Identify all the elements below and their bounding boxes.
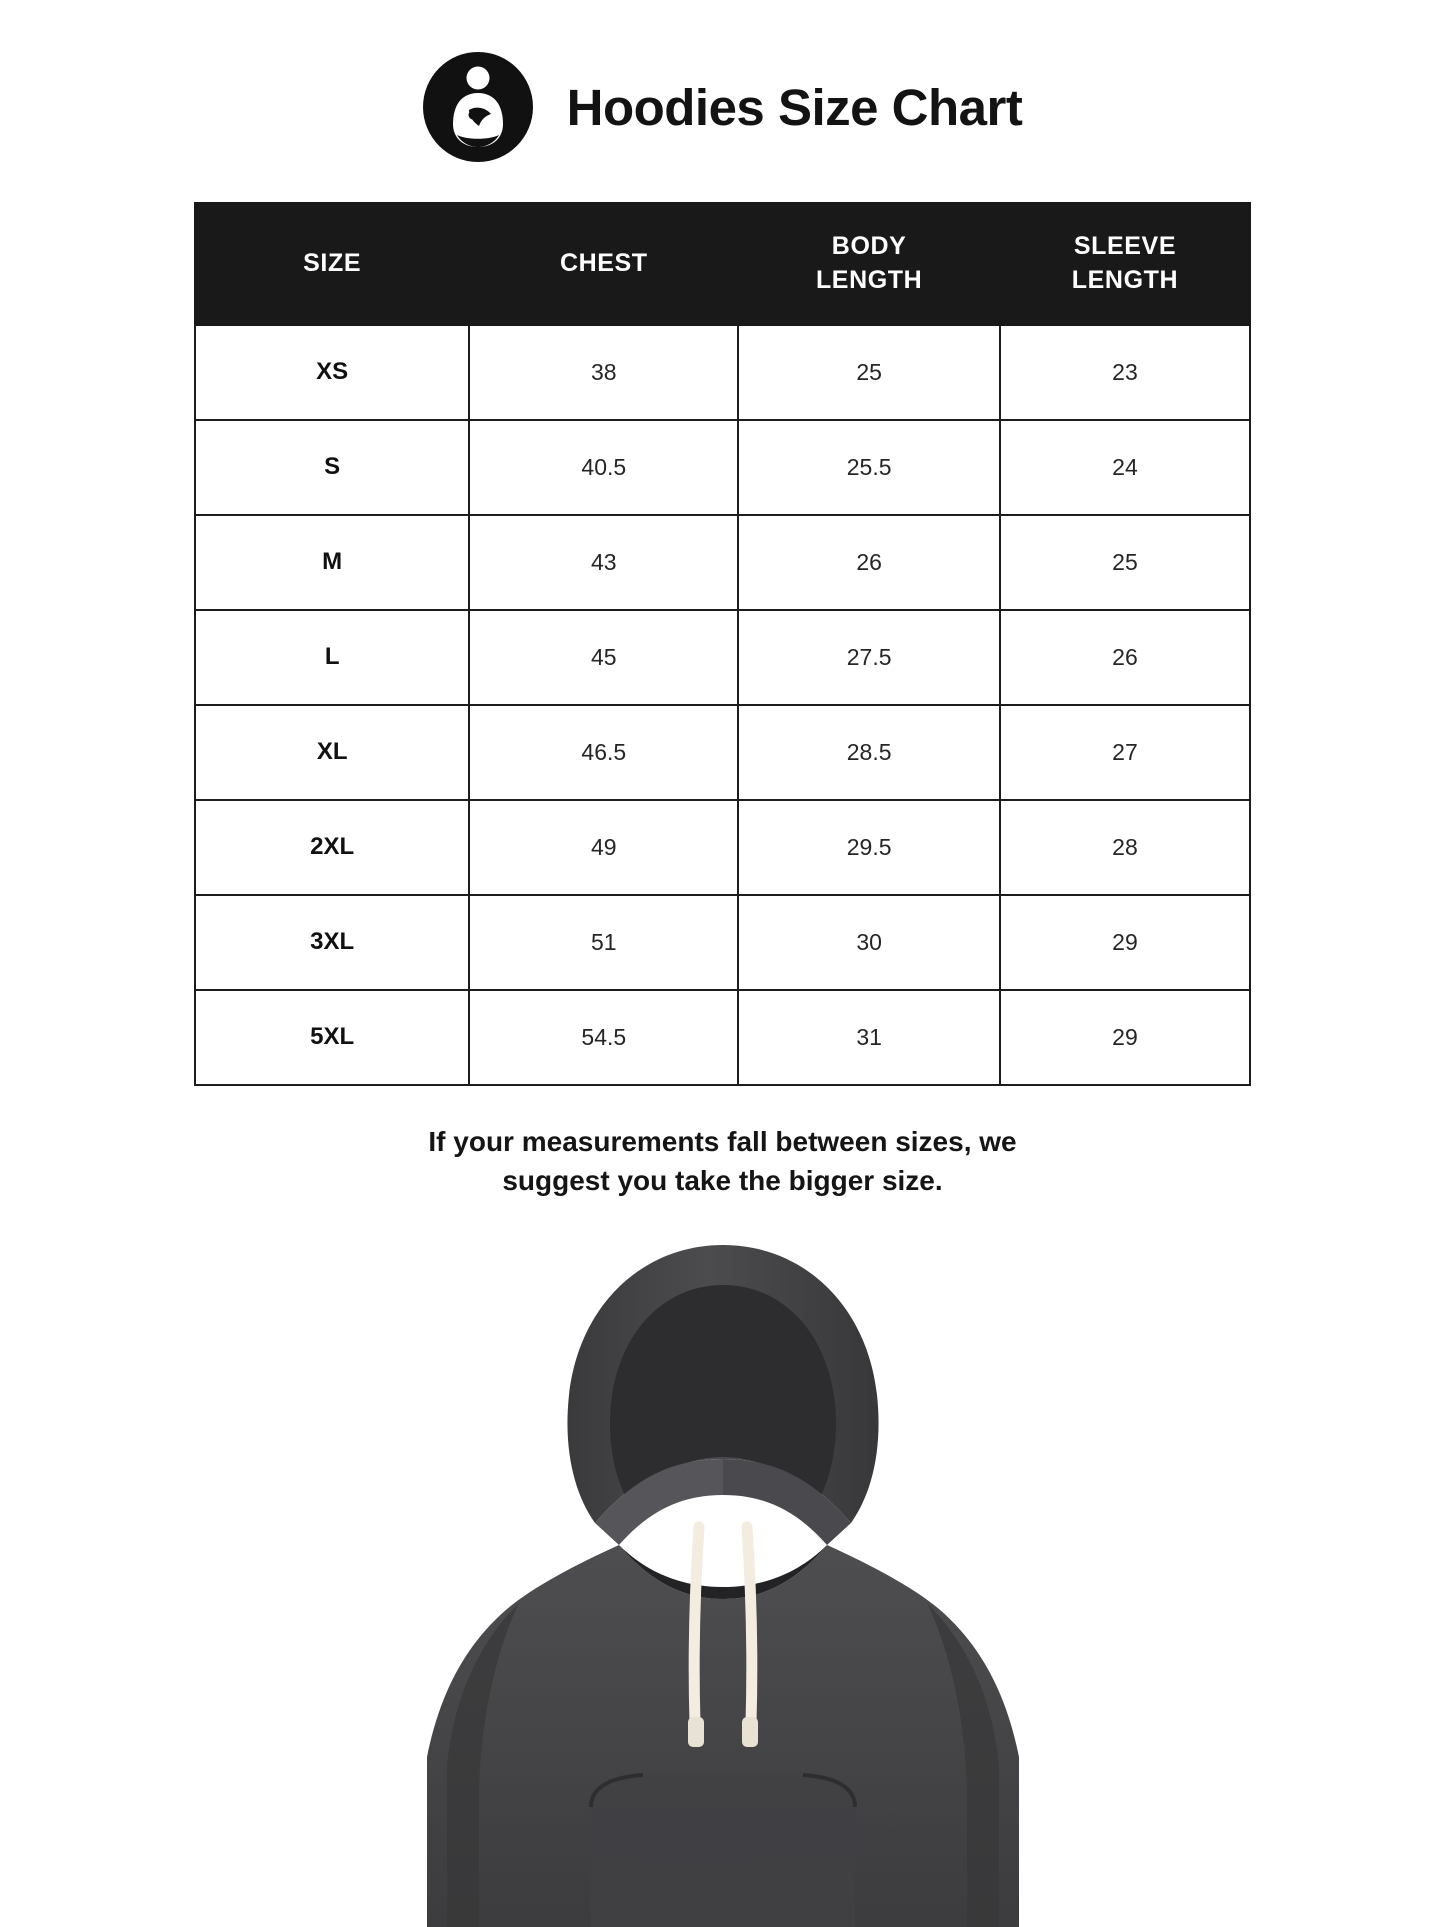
size-chart-table [194, 202, 1251, 1086]
column-header-size: SIZE [195, 203, 469, 325]
column-header-body-length-line2: LENGTH [815, 265, 923, 294]
cell-body-length: 29.5 [738, 800, 1000, 895]
sizing-note-line2: suggest you take the bigger size. [502, 1165, 943, 1197]
page-header [0, 0, 1445, 162]
mother-and-child-logo-icon [423, 52, 533, 162]
table-header-row [195, 203, 1250, 325]
cell-body-length: 25.5 [738, 420, 1000, 515]
sizing-note-line1: If your measurements fall between sizes, we [428, 1125, 1017, 1157]
cell-chest: 43 [469, 515, 738, 610]
cell-size: 2XL [195, 800, 469, 895]
cell-chest: 51 [469, 895, 738, 990]
table-row [195, 800, 1250, 895]
cell-sleeve-length: 25 [1000, 515, 1250, 610]
sizing-note [273, 1122, 1173, 1202]
table-row [195, 990, 1250, 1085]
cell-chest: 40.5 [469, 420, 738, 515]
table-row [195, 610, 1250, 705]
hoodie-illustration [0, 1227, 1445, 1927]
cell-body-length: 31 [738, 990, 1000, 1085]
cell-sleeve-length: 28 [1000, 800, 1250, 895]
cell-size: 3XL [195, 895, 469, 990]
table-row [195, 420, 1250, 515]
cell-size: L [195, 610, 469, 705]
column-header-sleeve-length [1000, 203, 1250, 325]
cell-size: M [195, 515, 469, 610]
column-header-body-length-line1: BODY [831, 232, 907, 260]
cell-chest: 54.5 [469, 990, 738, 1085]
table-row [195, 515, 1250, 610]
column-header-chest: CHEST [469, 203, 738, 325]
cell-body-length: 28.5 [738, 705, 1000, 800]
table-row [195, 325, 1250, 420]
cell-size: XL [195, 705, 469, 800]
column-header-sleeve-length-line2: LENGTH [1071, 265, 1179, 294]
column-header-body-length [738, 203, 1000, 325]
cell-chest: 49 [469, 800, 738, 895]
cell-body-length: 25 [738, 325, 1000, 420]
table-row [195, 895, 1250, 990]
cell-size: S [195, 420, 469, 515]
cell-sleeve-length: 24 [1000, 420, 1250, 515]
cell-size: XS [195, 325, 469, 420]
cell-size: 5XL [195, 990, 469, 1085]
cell-body-length: 27.5 [738, 610, 1000, 705]
cell-sleeve-length: 23 [1000, 325, 1250, 420]
column-header-sleeve-length-line1: SLEEVE [1073, 232, 1177, 260]
cell-sleeve-length: 26 [1000, 610, 1250, 705]
page-title: Hoodies Size Chart [566, 78, 1023, 136]
cell-chest: 38 [469, 325, 738, 420]
cell-body-length: 30 [738, 895, 1000, 990]
cell-body-length: 26 [738, 515, 1000, 610]
cell-sleeve-length: 27 [1000, 705, 1250, 800]
cell-sleeve-length: 29 [1000, 895, 1250, 990]
cell-sleeve-length: 29 [1000, 990, 1250, 1085]
cell-chest: 46.5 [469, 705, 738, 800]
table-row [195, 705, 1250, 800]
cell-chest: 45 [469, 610, 738, 705]
size-chart-table-wrapper [194, 202, 1251, 1086]
